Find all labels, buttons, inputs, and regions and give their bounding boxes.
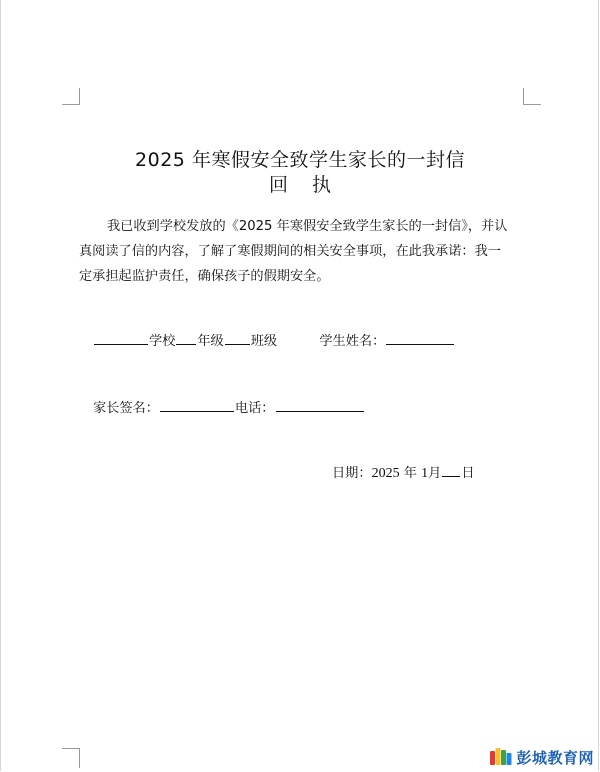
body-line-3: 定承担起监护责任，确保孩子的假期安全。 [79, 269, 330, 284]
crop-mark-top-left-h [62, 104, 79, 105]
site-watermark [489, 746, 594, 768]
crop-mark-top-left-v [79, 88, 80, 105]
crop-mark-bottom-left-h [62, 748, 79, 749]
date-label: 日期： [332, 466, 372, 481]
date-month-unit: 月 [428, 466, 442, 481]
parent-info-row [93, 397, 365, 419]
date-day-unit: 日 [461, 466, 475, 481]
watermark-text: 彭城教育网 [516, 748, 594, 767]
grade-blank[interactable] [176, 330, 196, 345]
date-row [332, 462, 475, 484]
phone-blank[interactable] [276, 397, 364, 412]
date-month: 1 [421, 466, 429, 481]
body-line-1: 我已收到学校发放的《2025 年寒假安全致学生家长的一封信》，并认 [107, 219, 508, 234]
student-name-label: 学生姓名： [319, 334, 386, 349]
document-title: 2025 年寒假安全致学生家长的一封信 [135, 149, 465, 171]
book-logo-icon [489, 747, 513, 767]
school-label: 学校 [149, 334, 176, 349]
body-paragraph [79, 214, 527, 289]
crop-mark-top-right-v [523, 88, 524, 105]
day-blank[interactable] [442, 462, 460, 477]
crop-mark-bottom-left-v [79, 748, 80, 768]
school-blank[interactable] [94, 330, 148, 345]
signature-blank[interactable] [160, 397, 234, 412]
subtitle-char-1: 回 [268, 174, 288, 196]
document-subtitle [0, 173, 600, 197]
class-label: 班级 [250, 334, 278, 349]
date-year-unit: 年 [403, 466, 417, 481]
phone-label: 电话： [234, 401, 275, 416]
date-year: 2025 [371, 466, 400, 481]
crop-mark-top-right-h [524, 104, 541, 105]
school-info-row [93, 330, 455, 352]
body-line-2: 真阅读了信的内容，了解了寒假期间的相关安全事项，在此我承诺：我一 [79, 244, 501, 259]
grade-label: 年级 [197, 334, 224, 349]
class-blank[interactable] [225, 330, 250, 345]
subtitle-char-2: 执 [312, 174, 332, 196]
student-name-blank[interactable] [386, 330, 454, 345]
signature-label: 家长签名： [93, 401, 159, 416]
